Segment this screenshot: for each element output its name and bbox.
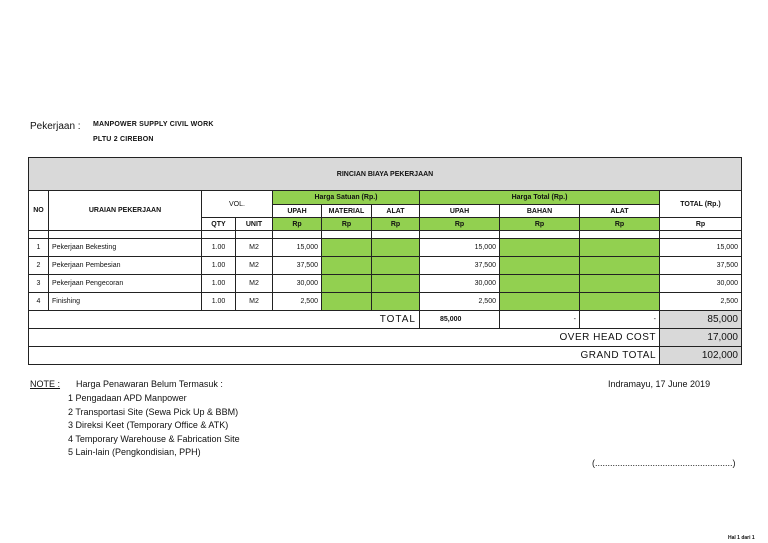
row-ht-alat xyxy=(580,239,660,257)
rp-label: Rp xyxy=(372,218,420,231)
row-item: Finishing xyxy=(49,293,202,311)
row-qty: 1.00 xyxy=(202,239,236,257)
row-hs-material xyxy=(322,239,372,257)
row-qty: 1.00 xyxy=(202,257,236,275)
list-item: 4 Temporary Warehouse & Fabrication Site xyxy=(68,433,240,444)
rp-label: Rp xyxy=(580,218,660,231)
row-qty: 1.00 xyxy=(202,275,236,293)
row-hs-upah: 37,500 xyxy=(273,257,322,275)
row-hs-upah: 2,500 xyxy=(273,293,322,311)
row-total: 15,000 xyxy=(660,239,742,257)
total-row xyxy=(29,311,742,329)
col-uraian-header: URAIAN PEKERJAAN xyxy=(49,191,202,231)
row-ht-alat xyxy=(580,275,660,293)
row-qty: 1.00 xyxy=(202,293,236,311)
row-hs-alat xyxy=(372,239,420,257)
row-ht-alat xyxy=(580,257,660,275)
row-item: Pekerjaan Pengecoran xyxy=(49,275,202,293)
row-total: 30,000 xyxy=(660,275,742,293)
place-date: Indramayu, 17 June 2019 xyxy=(608,379,711,389)
hs-alat-header: ALAT xyxy=(372,205,420,218)
grand-total-value: 102,000 xyxy=(660,347,742,365)
hs-upah-header: UPAH xyxy=(273,205,322,218)
list-item: 3 Direksi Keet (Temporary Office & ATK) xyxy=(68,420,229,430)
list-item: 1 Pengadaan APD Manpower xyxy=(68,393,187,403)
total-upah: 85,000 xyxy=(420,311,500,329)
row-no: 3 xyxy=(29,275,49,293)
row-ht-upah: 37,500 xyxy=(420,257,500,275)
row-hs-alat xyxy=(372,275,420,293)
rp-label: Rp xyxy=(420,218,500,231)
total-label: TOTAL xyxy=(29,311,420,329)
row-ht-bahan xyxy=(500,293,580,311)
row-hs-material xyxy=(322,257,372,275)
project-name: MANPOWER SUPPLY CIVIL WORK xyxy=(93,121,214,128)
overhead-value: 17,000 xyxy=(660,329,742,347)
row-unit: M2 xyxy=(236,293,273,311)
table-title-row xyxy=(29,158,742,191)
row-unit: M2 xyxy=(236,239,273,257)
row-total: 2,500 xyxy=(660,293,742,311)
row-unit: M2 xyxy=(236,257,273,275)
row-ht-upah: 2,500 xyxy=(420,293,500,311)
row-hs-material xyxy=(322,275,372,293)
grand-total-label: GRAND TOTAL xyxy=(29,347,660,365)
table-row xyxy=(29,293,742,311)
col-qty-header: QTY xyxy=(202,218,236,231)
note-title: Harga Penawaran Belum Termasuk : xyxy=(76,379,223,389)
col-vol-header: VOL. xyxy=(202,191,273,218)
project-location: PLTU 2 CIREBON xyxy=(93,136,154,143)
table-row xyxy=(29,239,742,257)
row-no: 1 xyxy=(29,239,49,257)
note-list xyxy=(68,392,240,460)
col-no-header: NO xyxy=(29,191,49,231)
row-hs-upah: 15,000 xyxy=(273,239,322,257)
grand-total-row xyxy=(29,347,742,365)
table-row xyxy=(29,257,742,275)
col-total-header: TOTAL (Rp.) xyxy=(660,191,742,218)
cost-breakdown-table xyxy=(28,157,742,365)
rp-label: Rp xyxy=(660,218,742,231)
hs-material-header: MATERIAL xyxy=(322,205,372,218)
row-no: 4 xyxy=(29,293,49,311)
row-total: 37,500 xyxy=(660,257,742,275)
total-bahan: - xyxy=(500,311,580,329)
row-unit: M2 xyxy=(236,275,273,293)
rp-label: Rp xyxy=(273,218,322,231)
overhead-label: OVER HEAD COST xyxy=(29,329,660,347)
table-title: RINCIAN BIAYA PEKERJAAN xyxy=(29,158,742,191)
list-item: 5 Lain-lain (Pengkondisian, PPH) xyxy=(68,447,201,457)
pekerjaan-label: Pekerjaan : xyxy=(30,121,81,132)
table-row xyxy=(29,275,742,293)
total-alat: - xyxy=(580,311,660,329)
harga-satuan-header: Harga Satuan (Rp.) xyxy=(273,191,420,205)
row-item: Pekerjaan Pembesian xyxy=(49,257,202,275)
row-hs-material xyxy=(322,293,372,311)
row-no: 2 xyxy=(29,257,49,275)
rp-label: Rp xyxy=(500,218,580,231)
row-ht-bahan xyxy=(500,257,580,275)
row-hs-alat xyxy=(372,293,420,311)
ht-alat-header: ALAT xyxy=(580,205,660,218)
row-hs-upah: 30,000 xyxy=(273,275,322,293)
rp-label: Rp xyxy=(322,218,372,231)
spacer-row xyxy=(29,231,742,239)
note-label: NOTE : xyxy=(30,379,61,389)
row-ht-bahan xyxy=(500,275,580,293)
header-row-1 xyxy=(29,191,742,205)
row-ht-upah: 30,000 xyxy=(420,275,500,293)
ht-bahan-header: BAHAN xyxy=(500,205,580,218)
page-number: Hal 1 dari 1 xyxy=(728,535,755,541)
row-ht-alat xyxy=(580,293,660,311)
harga-total-header: Harga Total (Rp.) xyxy=(420,191,660,205)
overhead-row xyxy=(29,329,742,347)
signature-line: (.......................................................) xyxy=(592,458,736,468)
ht-upah-header: UPAH xyxy=(420,205,500,218)
row-ht-upah: 15,000 xyxy=(420,239,500,257)
row-item: Pekerjaan Bekesting xyxy=(49,239,202,257)
row-ht-bahan xyxy=(500,239,580,257)
row-hs-alat xyxy=(372,257,420,275)
total-value: 85,000 xyxy=(660,311,742,329)
list-item: 2 Transportasi Site (Sewa Pick Up & BBM) xyxy=(68,406,239,417)
col-unit-header: UNIT xyxy=(236,218,273,231)
